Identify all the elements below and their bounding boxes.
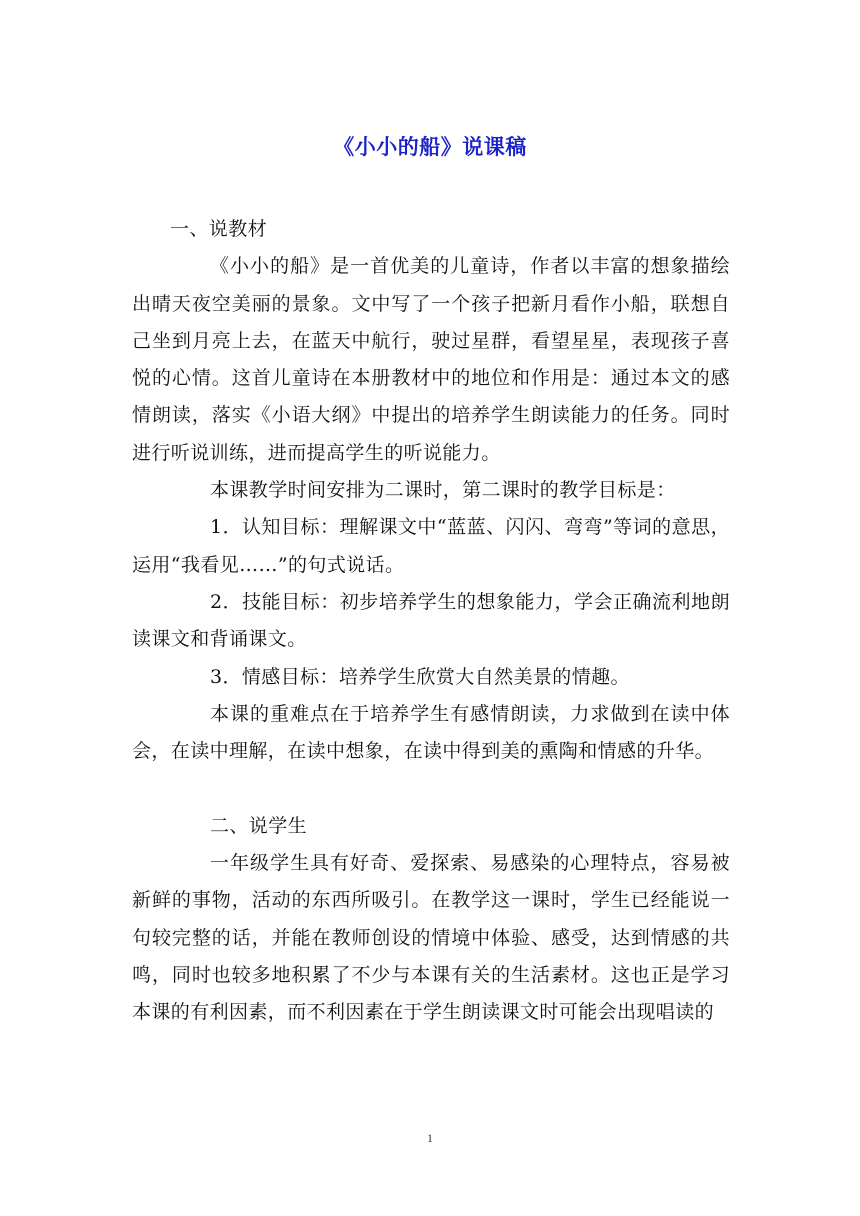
paragraph-emotional-goal: 3．情感目标：培养学生欣赏大自然美景的情趣。	[210, 665, 630, 688]
section-heading-students: 二、说学生	[210, 814, 308, 837]
paragraph-text-overview: 《小小的船》是一首优美的儿童诗，作者以丰富的想象描绘出晴天夜空美丽的景象。文中写了一个孩子把新月看作小船，联想自己坐到月亮上去，在蓝天中航行，驶过星群，看望星星，表现孩子喜悦的心情。这首儿童诗在本册教材中的地位和作用是：通过本文的感情朗读，落实《小语大纲》中提出的培养学生朗读能力的任务。同时进行听说训练，进而提高学生的听说能力。	[132, 255, 730, 464]
section-spacer	[132, 770, 730, 807]
paragraph-lesson-arrangement: 本课教学时间安排为二课时，第二课时的教学目标是：	[210, 479, 676, 502]
paragraph-cognitive-goal: 1．认知目标：理解课文中“蓝蓝、闪闪、弯弯”等词的意思，运用“我看见……”的句式说话。	[132, 516, 730, 576]
paragraph-key-difficulties: 本课的重难点在于培养学生有感情朗读，力求做到在读中体会，在读中理解，在读中想象，在读中得到美的熏陶和情感的升华。	[132, 702, 730, 763]
paragraph-skill-goal: 2．技能目标：初步培养学生的想象能力，学会正确流利地朗读课文和背诵课文。	[132, 590, 730, 651]
page-number: 1	[427, 1131, 433, 1145]
document-title: 《小小的船》说课稿	[333, 134, 527, 159]
paragraph-student-analysis: 一年级学生具有好奇、爱探索、易感染的心理特点，容易被新鲜的事物，活动的东西所吸引。在教学这一课时，学生已经能说一句较完整的话，并能在教师创设的情境中体验、感受，达到情感的共鸣，同时也较多地积累了不少与本课有关的生活素材。这也正是学习本课的有利因素，而不利因素在于学生朗读课文时可能会出现唱读的	[132, 852, 730, 1024]
section-heading-teaching-material: 一、说教材	[170, 218, 268, 240]
document-body	[132, 211, 730, 1032]
